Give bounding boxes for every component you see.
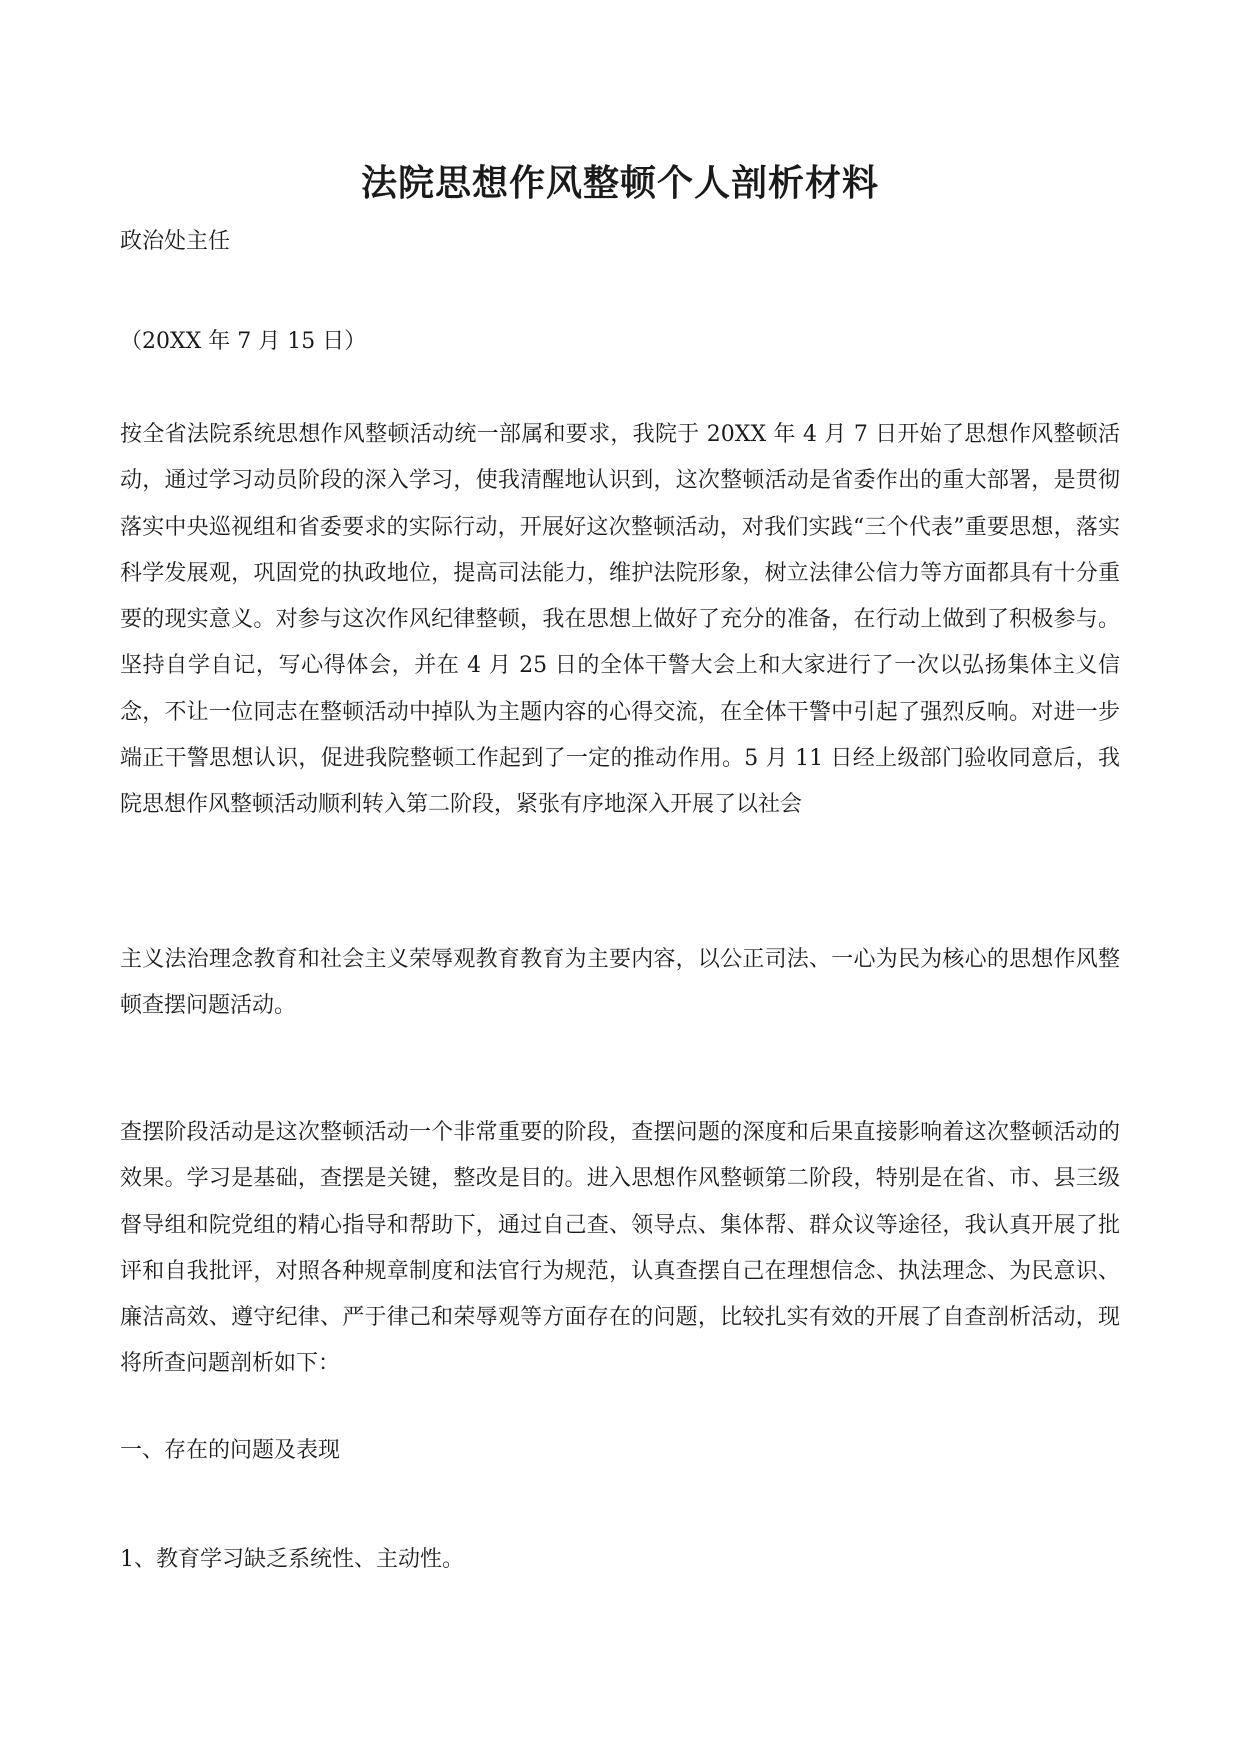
author-line: 政治处主任 [120, 229, 231, 254]
date-line: （20XX 年 7 月 15 日） [120, 329, 367, 354]
body-paragraph-3: 查摆阶段活动是这次整顿活动一个非常重要的阶段，查摆问题的深度和后果直接影响着这次整顿活动的效果。学习是基础，查摆是关键，整改是目的。进入思想作风整顿第二阶段，特别是在省、市、县三级督导组和院党组的精心指导和帮助下，通过自己查、领导点、集体帮、群众议等途径，我认真开展了批评和自我批评，对照各种规章制度和法官行为规范，认真查摆自己在理想信念、执法理念、为民意识、廉洁高效、遵守纪律、严于律己和荣辱观等方面存在的问题，比较扎实有效的开展了自查剖析活动，现将所查问题剖析如下： [120, 1120, 1120, 1377]
body-paragraph-2: 主义法治理念教育和社会主义荣辱观教育教育为主要内容，以公正司法、一心为民为核心的思想作风整顿查摆问题活动。 [120, 947, 1120, 1019]
document-title: 法院思想作风整顿个人剖析材料 [360, 162, 879, 204]
body-paragraph-1: 按全省法院系统思想作风整顿活动统一部属和要求，我院于 20XX 年 4 月 7 日开始了思想作风整顿活动，通过学习动员阶段的深入学习，使我清醒地认识到，这次整顿活动是省委作出的重大部署，是贯彻落实中央巡视组和省委要求的实际行动，开展好这次整顿活动，对我们实践“三个代表”重要思想，落实科学发展观，巩固党的执政地位，提高司法能力，维护法院形象，树立法律公信力等方面都具有十分重要的现实意义。对参与这次作风纪律整顿，我在思想上做好了充分的准备，在行动上做到了积极参与。坚持自学自记，写心得体会，并在 4 月 25 日的全体干警大会上和大家进行了一次以弘扬集体主义信念，不让一位同志在整顿活动中掉队为主题内容的心得交流，在全体干警中引起了强烈反响。对进一步端正干警思想认识，促进我院整顿工作起到了一定的推动作用。5 月 11 日经上级部门验收同意后，我院思想作风整顿活动顺利转入第二阶段，紧张有序地深入开展了以社会 [120, 422, 1120, 818]
section-heading: 一、存在的问题及表现 [120, 1438, 341, 1463]
subsection-heading: 1、教育学习缺乏系统性、主动性。 [120, 1547, 464, 1572]
